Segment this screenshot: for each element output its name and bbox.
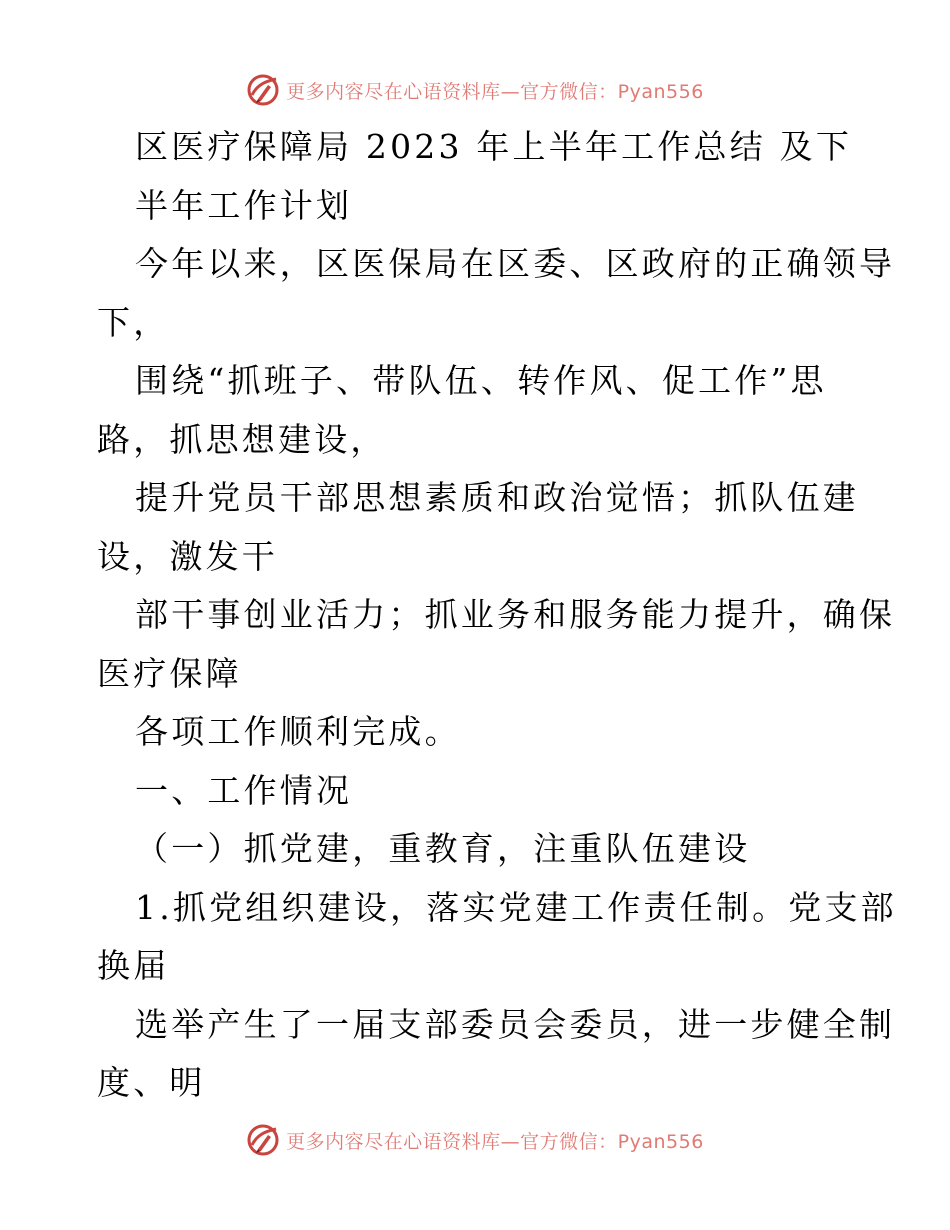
header-watermark [0,70,950,110]
header-watermark-inner [246,73,704,107]
section-heading-1: 一、工作情况 [135,770,353,810]
pen-ribbon-logo-icon [246,73,280,107]
document-body [97,118,897,1113]
paragraph-4-line-b: 医疗保障 [97,653,242,693]
paragraph-7-line-b: 度、明 [97,1063,206,1102]
paragraph-1-line-a: 今年以来，区医保局在区委、区政府的正确领导 [135,244,896,283]
subsection-heading-1: （一）抓党建，重教育，注重队伍建设 [135,829,751,868]
paragraph-6-line-b: 换届 [97,946,170,985]
paragraph-6-line-a: 1.抓党组织建设，落实党建工作责任制。党支部 [135,887,897,927]
paragraph-4-line-a: 部干事创业活力；抓业务和服务能力提升，确保 [135,595,896,634]
watermark-text: 更多内容尽在心语资料库—官方微信：Pyan556 [286,80,704,103]
paragraph-2-line-a: 围绕“抓班子、带队伍、转作风、促工作”思 [135,361,827,400]
paragraph-3-line-b: 设，激发干 [97,536,278,576]
pen-ribbon-logo-icon [246,1123,280,1157]
footer-watermark-inner [246,1123,704,1157]
document-title-line-1: 区医疗保障局 2023 年上半年工作总结 及下 [135,127,853,166]
document-title-line-2: 半年工作计划 [135,185,353,225]
paragraph-3-line-a: 提升党员干部思想素质和政治觉悟；抓队伍建 [135,478,859,517]
watermark-text: 更多内容尽在心语资料库—官方微信：Pyan556 [286,1130,704,1153]
paragraph-2-line-b: 路，抓思想建设， [97,419,387,459]
paragraph-1-line-b: 下， [97,302,170,342]
paragraph-5: 各项工作顺利完成。 [135,712,461,751]
footer-watermark [0,1120,950,1160]
paragraph-7-line-a: 选举产生了一届支部委员会委员，进一步健全制 [135,1004,896,1044]
